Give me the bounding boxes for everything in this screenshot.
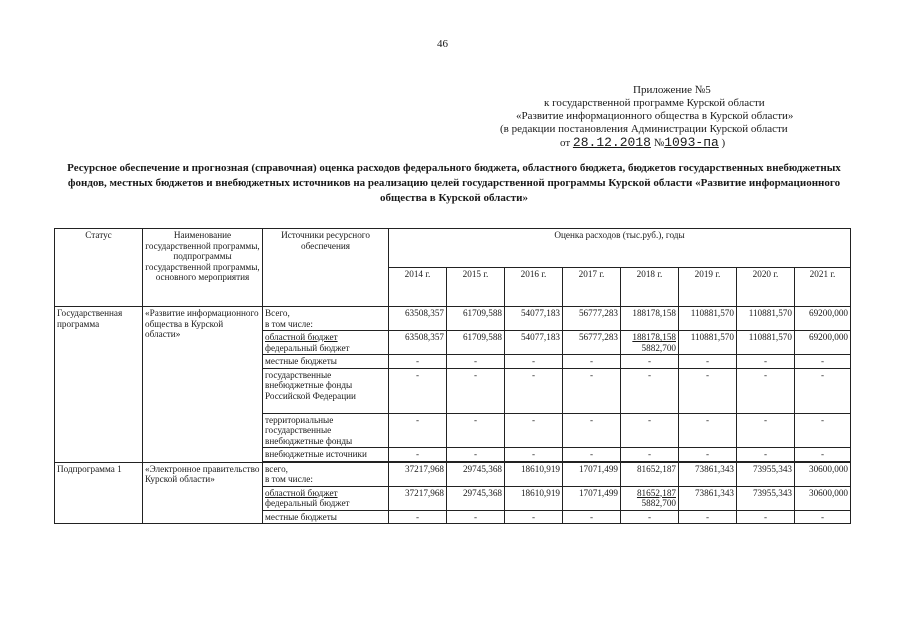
dash-cell: - [679, 448, 737, 462]
value-cell: 29745,368 [447, 462, 505, 486]
year-header: 2014 г. [389, 268, 447, 307]
value-cell: 63508,357 [389, 331, 447, 355]
dash-cell: - [679, 413, 737, 448]
dash-cell: - [505, 355, 563, 369]
from-label: от [560, 137, 571, 149]
dash-cell: - [447, 368, 505, 413]
value-cell: 37217,968 [389, 486, 447, 510]
header-estimate: Оценка расходов (тыс.руб.), годы [389, 229, 851, 268]
value-cell: 81652,187 [621, 462, 679, 486]
value-cell: 63508,357 [389, 307, 447, 331]
dash-cell: - [795, 413, 851, 448]
value-cell: 69200,000 [795, 331, 851, 355]
value-cell: 73861,343 [679, 462, 737, 486]
dash-cell: - [447, 510, 505, 524]
dash-cell: - [795, 368, 851, 413]
dash-cell: - [737, 448, 795, 462]
source-local: местные бюджеты [263, 355, 389, 369]
dash-cell: - [621, 355, 679, 369]
source-total: Всего, в том числе: [263, 307, 389, 331]
dash-cell: - [389, 448, 447, 462]
dash-cell: - [563, 413, 621, 448]
dash-cell: - [389, 413, 447, 448]
value-cell: 61709,588 [447, 331, 505, 355]
source-territorial: территориальные государственные внебюджетные фонды [263, 413, 389, 448]
dash-cell: - [389, 368, 447, 413]
value-cell: 29745,368 [447, 486, 505, 510]
source-regional-federal: областной бюджет федеральный бюджет [263, 331, 389, 355]
dash-cell: - [621, 448, 679, 462]
dash-cell: - [679, 368, 737, 413]
dash-cell: - [737, 368, 795, 413]
value-cell: 110881,570 [737, 307, 795, 331]
value-cell: 73955,343 [737, 462, 795, 486]
header-name: Наименование государственной программы, подпрограммы государственной программы, основного мероприятия [143, 229, 263, 307]
value-cell: 54077,183 [505, 307, 563, 331]
dash-cell: - [621, 413, 679, 448]
value-cell: 69200,000 [795, 307, 851, 331]
dash-cell: - [447, 355, 505, 369]
source-funds: государственные внебюджетные фонды Российской Федерации [263, 368, 389, 413]
number-label: № [653, 137, 665, 149]
decree-date: 28.12.2018 [572, 135, 651, 150]
year-header: 2017 г. [563, 268, 621, 307]
dash-cell: - [389, 510, 447, 524]
close-paren: ) [721, 137, 726, 149]
year-header: 2016 г. [505, 268, 563, 307]
value-cell: 37217,968 [389, 462, 447, 486]
value-cell: 17071,499 [563, 462, 621, 486]
year-header: 2015 г. [447, 268, 505, 307]
dash-cell: - [795, 355, 851, 369]
page-number: 46 [437, 38, 448, 50]
dash-cell: - [447, 413, 505, 448]
value-cell: 18610,919 [505, 462, 563, 486]
value-cell: 110881,570 [737, 331, 795, 355]
dash-cell: - [737, 413, 795, 448]
value-cell: 73861,343 [679, 486, 737, 510]
dash-cell: - [447, 448, 505, 462]
dash-cell: - [795, 448, 851, 462]
program-status: Государственная программа [55, 307, 143, 463]
value-cell: 17071,499 [563, 486, 621, 510]
appendix-line-3: «Развитие информационного общества в Курской области» [516, 110, 794, 122]
subprogram-name: «Электронное правительство Курской области» [143, 462, 263, 524]
value-cell: 61709,588 [447, 307, 505, 331]
subprogram-status: Подпрограмма 1 [55, 462, 143, 524]
dash-cell: - [563, 368, 621, 413]
dash-cell: - [737, 510, 795, 524]
appendix-date-line [488, 136, 848, 150]
value-cell: 30600,000 [795, 486, 851, 510]
dash-cell: - [679, 355, 737, 369]
dash-cell: - [621, 510, 679, 524]
dash-cell: - [505, 368, 563, 413]
decree-number: 1093-па [664, 135, 719, 150]
year-header: 2021 г. [795, 268, 851, 307]
value-cell: 110881,570 [679, 307, 737, 331]
header-row [55, 229, 851, 268]
source-regional-federal: областной бюджет федеральный бюджет [263, 486, 389, 510]
header-status: Статус [55, 229, 143, 307]
dash-cell: - [505, 448, 563, 462]
source-offbudget: внебюджетные источники [263, 448, 389, 462]
value-cell: 18610,919 [505, 486, 563, 510]
appendix-header [488, 84, 848, 150]
program-name: «Развитие информационного общества в Курской области» [143, 307, 263, 463]
appendix-line-2: к государственной программе Курской области [544, 97, 765, 109]
header-sources: Источники ресурсного обеспечения [263, 229, 389, 307]
dash-cell: - [621, 368, 679, 413]
dash-cell: - [737, 355, 795, 369]
value-cell: 188178,158 [621, 307, 679, 331]
year-header: 2018 г. [621, 268, 679, 307]
source-local: местные бюджеты [263, 510, 389, 524]
dash-cell: - [563, 510, 621, 524]
dash-cell: - [505, 413, 563, 448]
dash-cell: - [389, 355, 447, 369]
value-cell: 81652,187 5882,700 [621, 486, 679, 510]
year-header: 2019 г. [679, 268, 737, 307]
value-cell: 56777,283 [563, 331, 621, 355]
value-cell: 30600,000 [795, 462, 851, 486]
appendix-line-1: Приложение №5 [633, 84, 711, 96]
value-cell: 56777,283 [563, 307, 621, 331]
source-total: всего, в том числе: [263, 462, 389, 486]
value-cell: 73955,343 [737, 486, 795, 510]
dash-cell: - [679, 510, 737, 524]
program-total-row [55, 307, 851, 331]
year-header: 2020 г. [737, 268, 795, 307]
value-cell: 110881,570 [679, 331, 737, 355]
dash-cell: - [563, 355, 621, 369]
dash-cell: - [563, 448, 621, 462]
value-cell: 188178,158 5882,700 [621, 331, 679, 355]
value-cell: 54077,183 [505, 331, 563, 355]
budget-table [54, 228, 851, 524]
appendix-line-4: (в редакции постановления Администрации Курской области [500, 123, 788, 135]
document-title: Ресурсное обеспечение и прогнозная (справочная) оценка расходов федерального бюджета, областного бюджета, бюджетов государственных внебюджетных фондов, местных бюджетов и внебюджетных источников на реализацию целей государственной программы Курской области «Развитие информационного общества в Курской области» [67, 162, 841, 204]
dash-cell: - [505, 510, 563, 524]
dash-cell: - [795, 510, 851, 524]
subprogram-total-row [55, 462, 851, 486]
